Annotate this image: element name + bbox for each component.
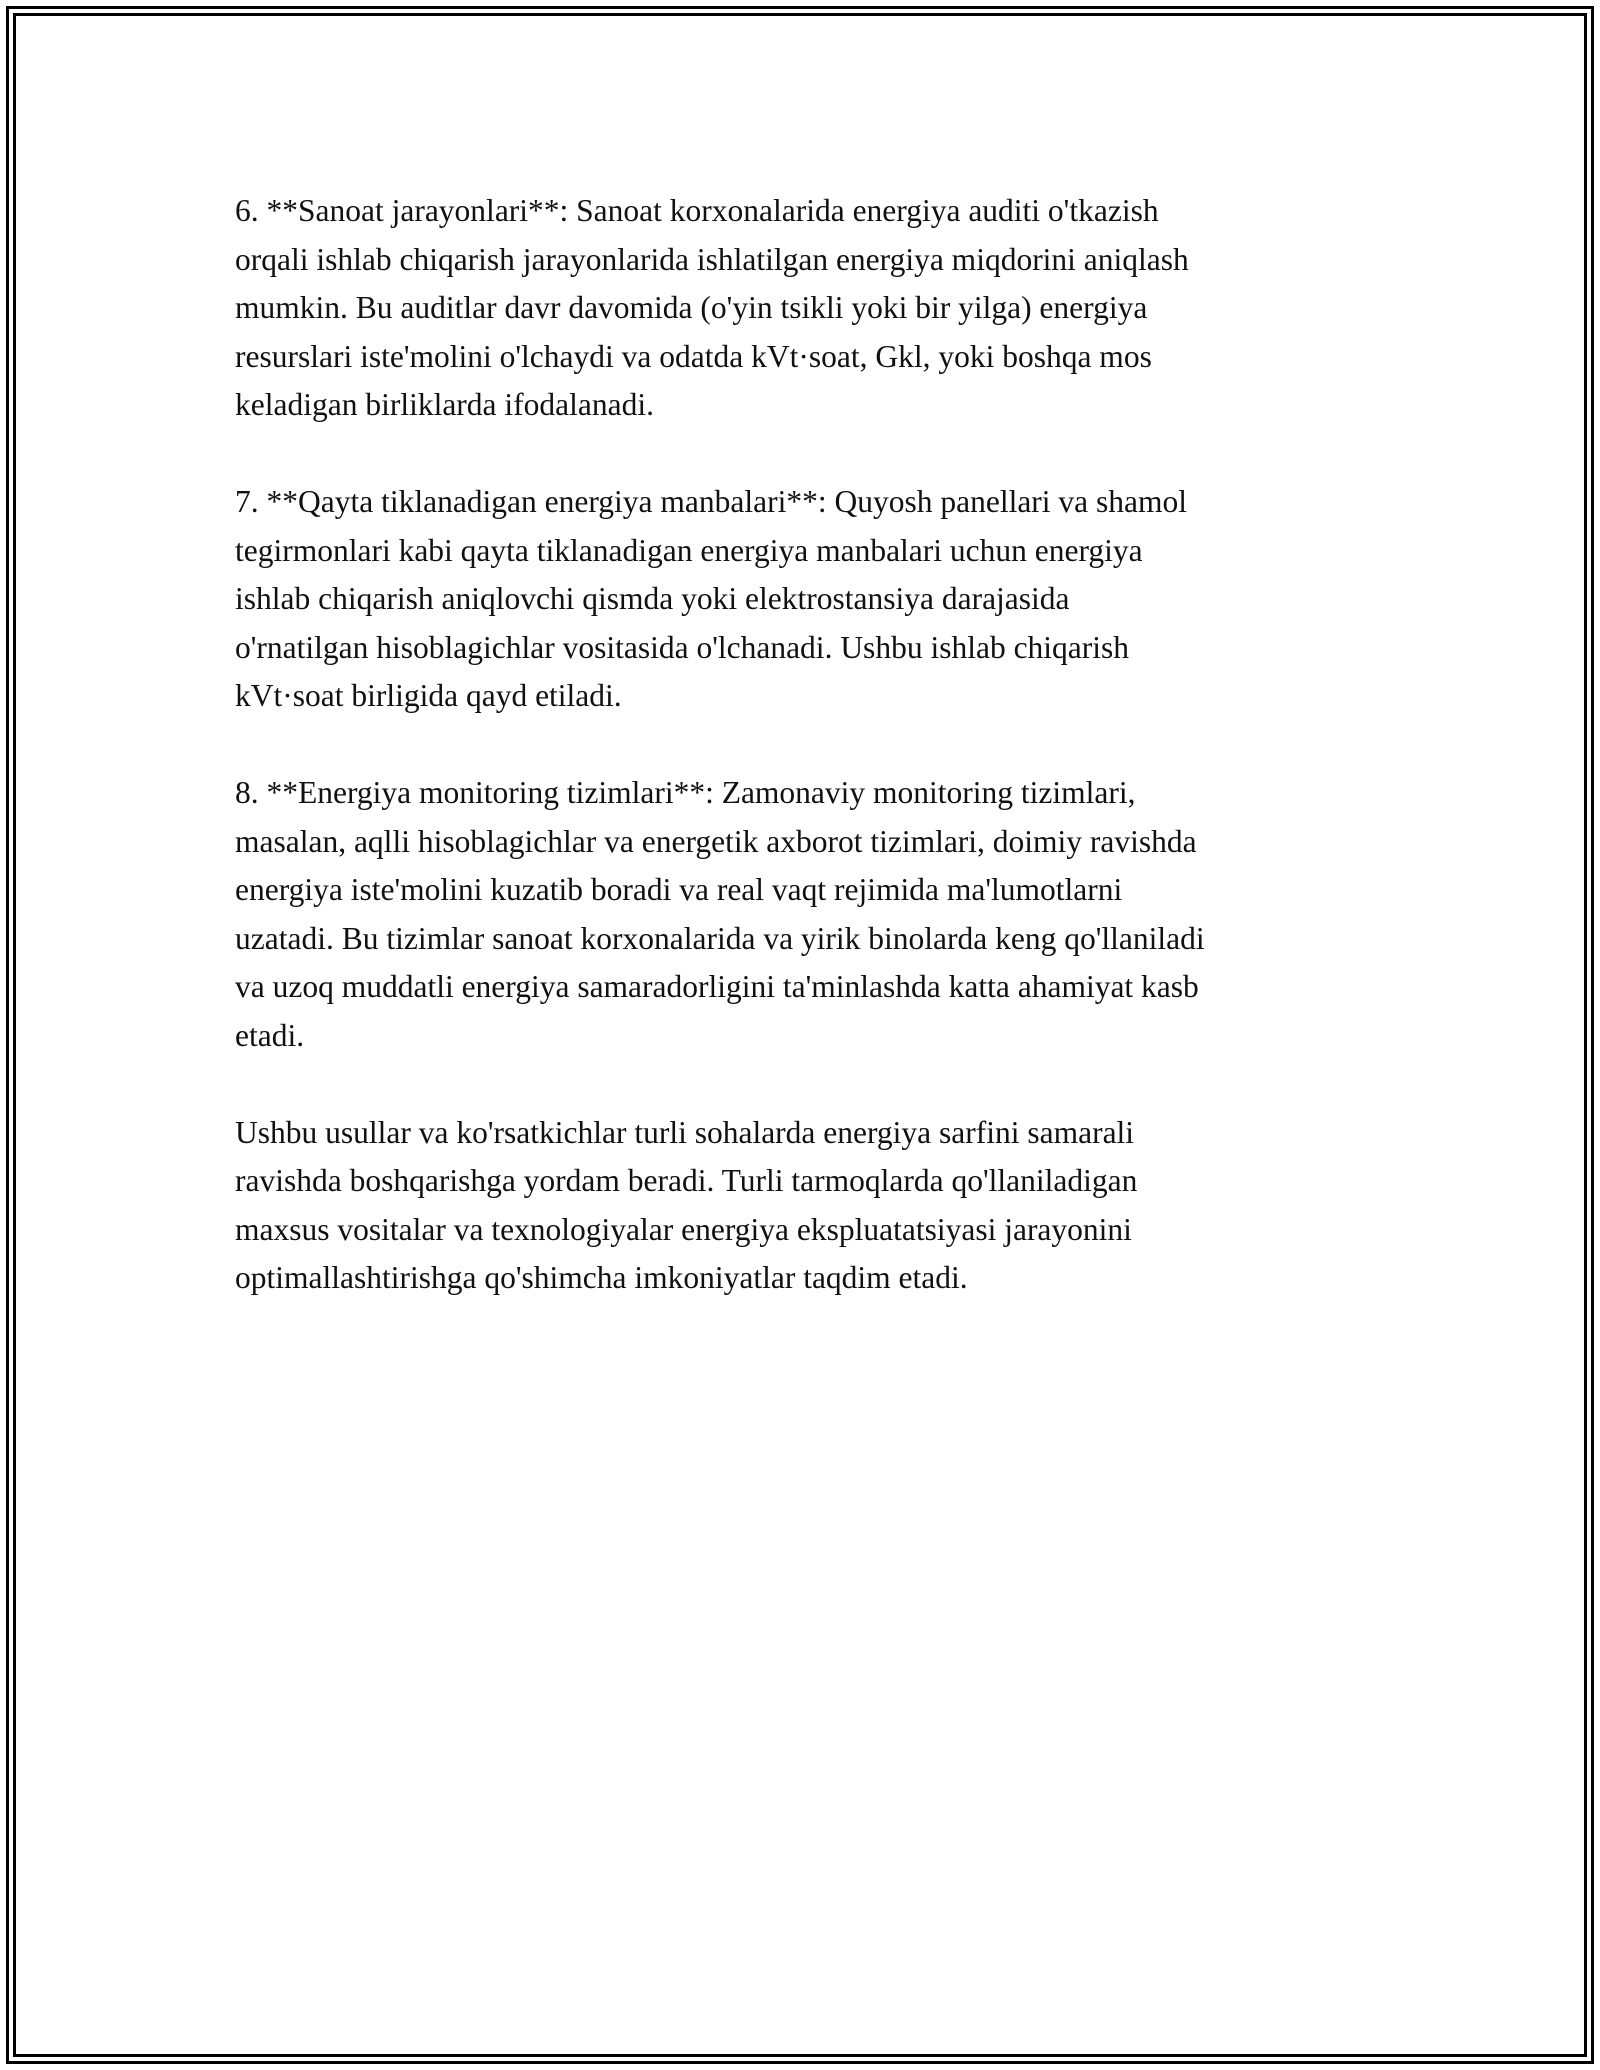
paragraph-industrial-processes bbox=[235, 187, 1375, 430]
text-line: keladigan birliklarda ifodalanadi. bbox=[235, 387, 654, 422]
text-line: mumkin. Bu auditlar davr davomida (o'yin tsikli yoki bir yilga) energiya bbox=[235, 290, 1148, 325]
text-line: energiya iste'molini kuzatib boradi va real vaqt rejimida ma'lumotlarni bbox=[235, 872, 1123, 907]
text-line: optimallashtirishga qo'shimcha imkoniyatlar taqdim etadi. bbox=[235, 1260, 968, 1295]
text-line: uzatadi. Bu tizimlar sanoat korxonalarida va yirik binolarda keng qo'llaniladi bbox=[235, 920, 1205, 956]
text-line: masalan, aqlli hisoblagichlar va energetik axborot tizimlari, doimiy ravishda bbox=[235, 823, 1197, 859]
text-line: 8. **Energiya monitoring tizimlari**: Zamonaviy monitoring tizimlari, bbox=[235, 775, 1136, 810]
paragraph-monitoring-systems bbox=[235, 769, 1375, 1060]
text-line: o'rnatilgan hisoblagichlar vositasida o'lchanadi. Ushbu ishlab chiqarish bbox=[235, 629, 1130, 665]
text-line: maxsus vositalar va texnologiyalar energiya ekspluatatsiyasi jarayonini bbox=[235, 1211, 1132, 1247]
text-line: orqali ishlab chiqarish jarayonlarida ishlatilgan energiya miqdorini aniqlash bbox=[235, 241, 1189, 277]
text-line: etadi. bbox=[235, 1017, 305, 1053]
text-line: ravishda boshqarishga yordam beradi. Turli tarmoqlarda qo'llaniladigan bbox=[235, 1163, 1138, 1198]
text-line: resurslari iste'molini o'lchaydi va odatda kVt·soat, Gkl, yoki boshqa mos bbox=[235, 338, 1152, 374]
paragraph-conclusion bbox=[235, 1109, 1375, 1303]
text-line: 6. **Sanoat jarayonlari**: Sanoat korxonalarida energiya auditi o'tkazish bbox=[235, 193, 1159, 228]
text-line: tegirmonlari kabi qayta tiklanadigan energiya manbalari uchun energiya bbox=[235, 532, 1143, 568]
text-line: ishlab chiqarish aniqlovchi qismda yoki elektrostansiya darajasida bbox=[235, 581, 1070, 616]
paragraph-renewable-energy bbox=[235, 478, 1375, 721]
text-line: kVt·soat birligida qayd etiladi. bbox=[235, 678, 622, 713]
document-body bbox=[235, 187, 1375, 1351]
text-line: 7. **Qayta tiklanadigan energiya manbalari**: Quyosh panellari va shamol bbox=[235, 484, 1188, 519]
text-line: va uzoq muddatli energiya samaradorligini ta'minlashda katta ahamiyat kasb bbox=[235, 969, 1199, 1004]
text-line: Ushbu usullar va ko'rsatkichlar turli sohalarda energiya sarfini samarali bbox=[235, 1114, 1135, 1150]
